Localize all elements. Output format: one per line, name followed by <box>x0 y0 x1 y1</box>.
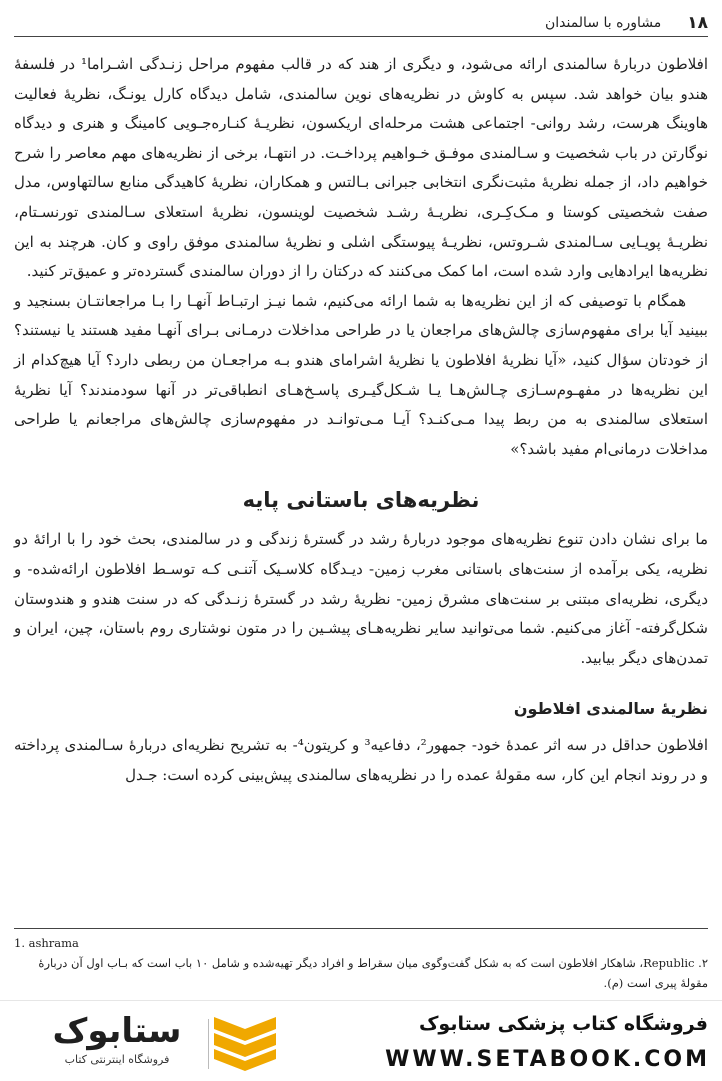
body-paragraph-1: افلاطون دربارهٔ سالمندی ارائه می‌شود، و دیگری از هند که در قالب مفهوم مراحل زنـدگی اشـراما¹ در فلسفهٔ هندو بیان خواهد شد. سپس به کاوش در نظریه‌های نوین سالمندی، شامل دیدگاه کارل یونـگ، نظریهٔ فعالیت هاوینگ هرست، رشد روانی- اجتماعی هشت مرحله‌ای اریکسون، نظریـهٔ کنـاره‌جـویی کامینگ و هنری و دیدگاه نوگارتن در باب شخصیت و سـالمندی موفـق خـواهیم پرداخـت. در انتهـا، برخی از نظریه‌های مهم معاصر را شرح خواهیم داد، از جمله نظریهٔ مثبت‌نگری انتخابی جبرانی بـالتس و همکاران، نظریهٔ کاهیدگی منابع سالتهاوس، مدل صفت شخصیتی کوستا و مـک‌کِـری، نظریـهٔ رشـد شخصیت لوینسون، نظریهٔ استعلای سـالمندی تورنسـتام، نظریـهٔ پویـایی سـالمندی شـروتس، نظریـهٔ پیوستگی اشلی و نظریهٔ سالمندی موفق راوی و کان. هرچند به این نظریه‌ها ایرادهایی وارد شده است، اما کمک می‌کنند که درکتان را از دوران سالمندی گسترده‌تر و عمیق‌تر کنید. <box>14 55 708 281</box>
logo-wordmark: ستابوک <box>52 1011 182 1051</box>
footnote-2: ۲. Republic، شاهکار افلاطون است که به شکل گفت‌وگوی میان سقراط و افراد دیگر تهیه‌شده و شامل ۱۰ باب است که بـاب اول آن دربارهٔ مقولهٔ پیری است (م). <box>38 956 708 990</box>
chevron-stack-icon <box>212 1013 278 1071</box>
section-paragraph: ما برای نشان دادن تنوع نظریه‌های موجود دربارهٔ رشد در گسترهٔ زندگی و در سالمندی، بحث خود را با ارائهٔ دو نظریه، یکی برآمده از سنت‌های باستانی مغرب زمین- دیـدگاه کلاسـیک آتنـی کـه توسـط افلاطون ارائه‌شده- و دیگری، نظریه‌ای مبتنی بر سنت‌های مشرق زمین- نظریهٔ رشد در گسترهٔ زنـدگی که در سنت هندو و هندوستان شکل‌گرفته- آغاز می‌کنیم. شما می‌توانید سایر نظریه‌هـای پیشـین را در متون نوشتاری روم باستان، چین، ایران و تمدن‌های دیگر بیابید. <box>14 530 709 667</box>
section-heading: نظریه‌های باستانی پایه <box>242 488 480 513</box>
store-url-link[interactable]: WWW.SETABOOK.COM <box>385 1047 710 1072</box>
footnotes <box>14 928 708 993</box>
store-name: فروشگاه کتاب پزشکی ستابوک <box>418 1013 708 1035</box>
running-title: مشاوره با سالمندان <box>544 15 662 31</box>
page-header <box>14 10 708 37</box>
logo-divider <box>208 1019 209 1069</box>
subsection-paragraph: افلاطون حداقل در سه اثر عمدهٔ خود- جمهور²، دفاعیه³ و کریتون⁴- به تشریح نظریه‌ای دربارهٔ سـالمندی پرداخته و در روند انجام این کار، سه مقولهٔ عمده را در نظریه‌های سالمندی پیش‌بینی کرده است: جـدل <box>14 736 708 784</box>
page-body <box>14 50 708 790</box>
logo-subtitle: فروشگاه اینترنتی کتاب <box>64 1053 170 1066</box>
page-number: ۱۸ <box>687 13 708 33</box>
footnote-1: 1. ashrama <box>14 936 79 950</box>
store-banner <box>0 1000 722 1081</box>
subsection-heading: نظریهٔ سالمندی افلاطون <box>513 699 708 719</box>
store-logo[interactable] <box>12 1009 282 1075</box>
body-paragraph-2: همگام با توصیفی که از این نظریه‌ها به شما ارائه می‌کنیم، شما نیـز ارتبـاط آنهـا را بـا مراجعانتـان بسنجید و ببینید آیا برای مفهوم‌سازی چالش‌های مراجعان یا در طراحی مداخلات درمـانی بـرای آنهـا مفید هستند یا نیستند؟ از خودتان سؤال کنید، «آیا نظریهٔ افلاطون یا نظریهٔ اشرامای هندو بـه مراجعـان من ربطی دارد؟ آیا هیچ‌کدام از این نظریه‌ها در مفهـوم‌سـازی چـالش‌هـا یـا شـکل‌گیـری پاسـخ‌هـای انطباقی‌تر در آنها سودمندند؟ آیا نظریهٔ استعلای سالمندی به من ربط پیدا مـی‌کنـد؟ آیـا مـی‌توانـد در مفهوم‌سازی چالش‌های مراجعانم یا طراحی مداخلات درمانی‌ام مفید باشد؟» <box>14 291 708 458</box>
